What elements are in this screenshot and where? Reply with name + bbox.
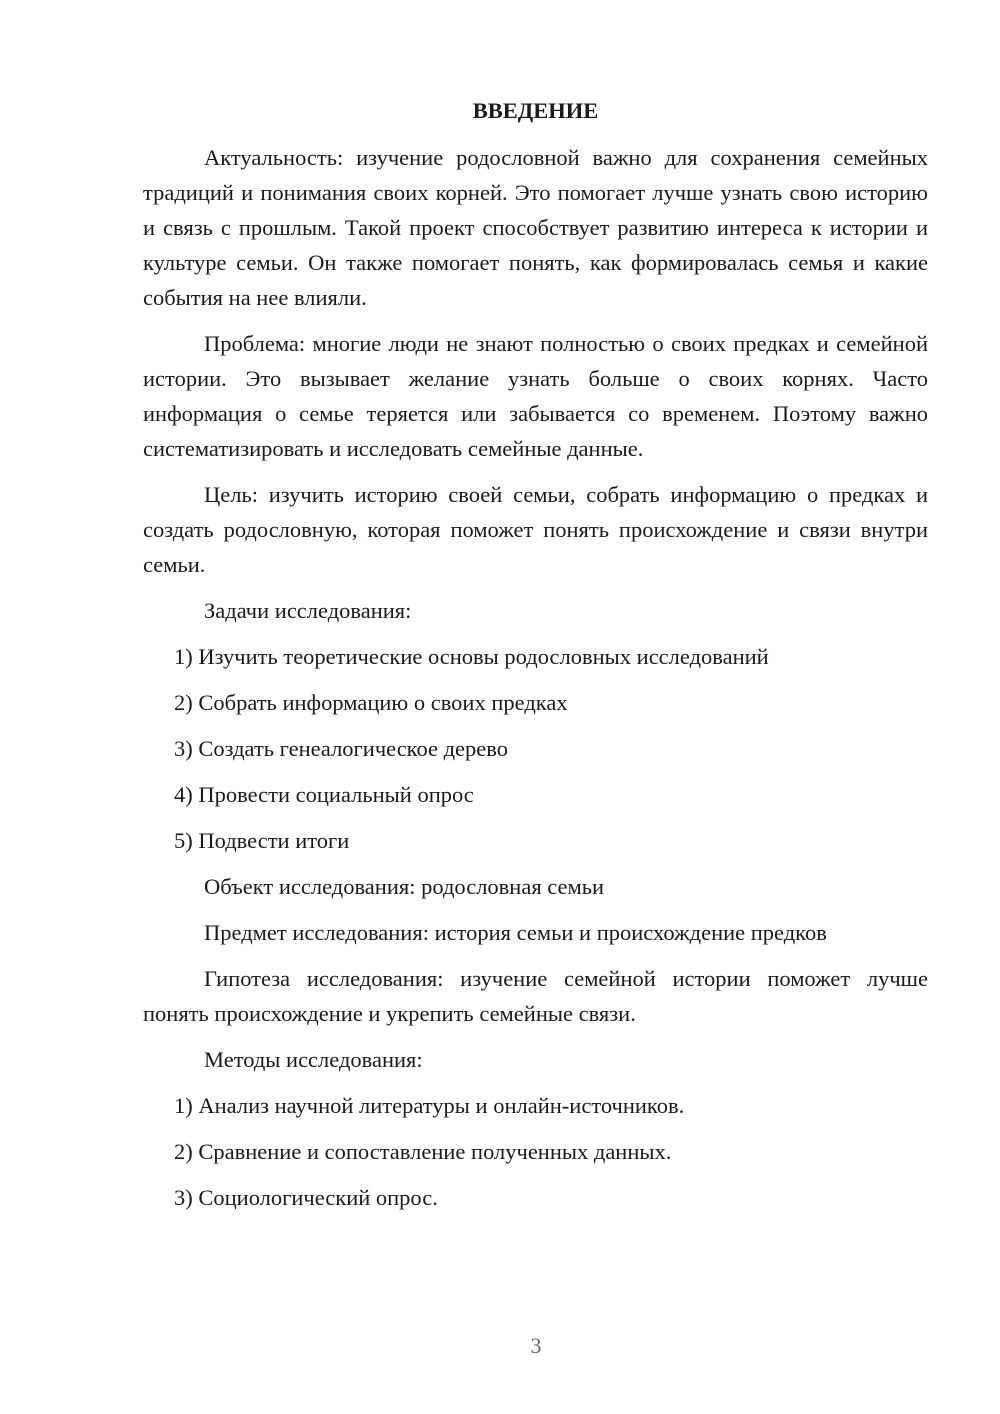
method-item: 3) Социологический опрос. (174, 1185, 438, 1210)
hypothesis-paragraph: Гипотеза исследования: изучение семейной истории поможет лучше понять происхождение и укрепить семейные связи. (143, 966, 928, 1026)
tasks-title: Задачи исследования: (204, 598, 412, 623)
section-heading: ВВЕДЕНИЕ (472, 98, 599, 123)
method-item: 1) Анализ научной литературы и онлайн-источников. (174, 1093, 685, 1118)
research-object: Объект исследования: родословная семьи (204, 874, 605, 899)
method-item: 2) Сравнение и сопоставление полученных данных. (174, 1139, 672, 1164)
research-subject: Предмет исследования: история семьи и происхождение предков (204, 920, 827, 945)
page-content (143, 93, 928, 1226)
problem-paragraph: Проблема: многие люди не знают полностью о своих предках и семейной истории. Это вызывает желание узнать больше о своих корнях. Часто информация о семье теряется или забывается со временем. Поэтому важно систематизировать и исследовать семейные данные. (143, 331, 928, 461)
goal-paragraph: Цель: изучить историю своей семьи, собрать информацию о предках и создать родословную, которая поможет понять происхождение и связи внутри семьи. (143, 482, 928, 577)
methods-title: Методы исследования: (204, 1047, 423, 1072)
task-item: 5) Подвести итоги (174, 828, 350, 853)
task-item: 4) Провести социальный опрос (174, 782, 474, 807)
task-item: 3) Создать генеалогическое дерево (174, 736, 508, 761)
page-number: 3 (530, 1333, 542, 1358)
task-item: 1) Изучить теоретические основы родословных исследований (174, 644, 769, 669)
task-item: 2) Собрать информацию о своих предках (174, 690, 568, 715)
relevance-paragraph: Актуальность: изучение родословной важно для сохранения семейных традиций и понимания своих корней. Это помогает лучше узнать свою историю и связь с прошлым. Такой проект способствует развитию интереса к истории и культуре семьи. Он также помогает понять, как формировалась семья и какие события на нее влияли. (143, 145, 928, 310)
